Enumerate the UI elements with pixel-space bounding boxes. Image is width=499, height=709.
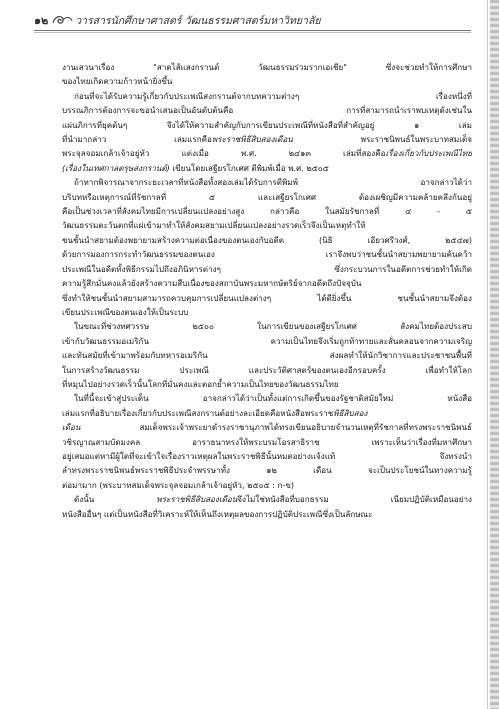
header-divider-thin (34, 32, 471, 33)
page-header (34, 8, 471, 32)
text-line (62, 218, 472, 232)
text-line (62, 161, 472, 175)
italic-title-text: เรื่องเกี่ยวกับประเพณีไทย (385, 148, 472, 159)
italic-title-text: พิธีสิบสอง (333, 407, 368, 418)
text-line (62, 406, 472, 420)
header-divider (34, 30, 471, 31)
text-segment: บริบทหรือเหตุการณ์ที่รัชกาลที่ ๕ และเสฐียรโกเศศ ต้องเผชิญมีความคล้ายคลึงกันอยู่ (62, 191, 472, 202)
text-segment: วัฒนธรรมตะวันตกที่แผ่เข้ามาทำให้สังคมสยามเปลี่ยนแปลงอย่างรวดเร็วจึงเป็นเหตุทำให้ (62, 220, 366, 231)
text-segment: ดังนั้น (74, 494, 157, 505)
text-line (62, 118, 472, 132)
paragraph (62, 391, 472, 492)
text-line (62, 334, 472, 348)
text-segment: ด้วยการมองการกระทำวัฒนธรรมของตนเอง เราจึงพบว่าชนชั้นนำสยามพยายามค้นคว้า (62, 249, 472, 260)
article-body (62, 60, 472, 521)
text-segment: พระจุลจอมเกล้าเจ้าอยู่หัว แต่งเมื่อ พ.ศ. ๒๔๑๓ เล่มที่สองคือ (62, 148, 386, 159)
text-segment: เขียนประเพณีของตนเองให้เป็นระบบ (62, 306, 189, 317)
text-segment: ซึ่งทำให้ชนชั้นนำสยามสามารถควบคุมการเปลี่ยนแปลงต่างๆ ได้ดียิ่งขึ้น ชนชั้นนำสยามจึงต้อง (62, 292, 472, 303)
text-line (62, 262, 472, 276)
text-segment: คือเป็นช่วงเวลาที่สังคมไทยมีการเปลี่ยนแปลงอย่างสูง กล่าวคือ ในสมัยรัชกาลที่ ๔ - ๕ (62, 206, 472, 217)
paragraph (62, 319, 472, 391)
text-line (62, 492, 472, 506)
text-line (62, 507, 472, 521)
text-line (62, 435, 472, 449)
text-line (62, 190, 472, 204)
text-line (62, 463, 472, 477)
text-line (62, 146, 472, 160)
text-segment: เขียนโดยเสฐียรโกเศศ ตีพิมพ์เมื่อ พ.ศ. ๒๕๐๕ (169, 162, 329, 173)
text-segment: วชิรญาณสามบัดมงคล อาราธนาทรงให้พระบรมโอรสาธิราช เพราะเห็นว่าเรื่องที่มหาศึกษา (62, 436, 472, 447)
text-line (62, 276, 472, 290)
text-line (62, 391, 472, 405)
text-segment: งานเสวนาเรื่อง "สาดไส้แสงกรานต์ วัฒนธรรมร่วมรากเอเชีย" ซึ่งจะช่วยทำให้การศึกษา (62, 62, 472, 72)
italic-title-text: พระราชพิธีสิบสองเดือน (156, 494, 238, 505)
italic-title-text: เดือน (62, 422, 81, 433)
decorative-page-edge (490, 0, 499, 709)
text-segment: ที่หมุนไปอย่างรวดเร็วนั้นโลกที่มั่นคงและตอกย้ำความเป็นไทยของวัฒนธรรมไทย (62, 378, 339, 389)
text-segment: เข้ากับวัฒนธรรมอเมริกัน ความเป็นไทยจึงเริ่มถูกท้าทายและสั่นคลอนจากความเจริญ (62, 335, 472, 346)
journal-title: วารสารนักศึกษาศาสตร์ วัฒนธรรมศาสตร์มหาวิทยาลัย (75, 14, 321, 27)
text-segment: ในที่นี้จะเข้าสู่ประเด็น อาจกล่าวได้ว่าเป็นทั้งแต่การเกิดขึ้นของรัฐชาติสมัยใหม่ หนังสือ (74, 393, 472, 404)
text-segment: บรรณภิการต้องการจะขอนำเสนอเป็นอันดับต้นคือ การที่สามารถนำเราพบเหตุดังเช่นใน (62, 105, 472, 116)
text-segment: ลำทรงพระราชนิพนธ์พระราชพิธีประจำพรรษาทั้ง ๑๒ เดือน จะเป็นประโยชน์ในทางความรู้ (62, 465, 472, 476)
text-segment: ในขณะที่ช่วงทศวรรษ ๒๕๐๐ ในการเขียนของเสฐียรโกเศศ สังคมไทยต้องประสบ (74, 321, 472, 332)
text-line (62, 175, 472, 189)
text-line (62, 363, 472, 377)
text-line (62, 60, 472, 74)
text-segment: ประเพณีในอดีตทั้งพิธีกรรมไปถึงอภินิหารต่างๆ ซึ่งกระบวนการในอดีตการช่วยทำให้เกิด (62, 263, 472, 274)
text-segment: แผ่นภิการที่ยุคต้นๆ จึงได้ให้ความสำคัญกับการเขียนประเพณีที่หนังสือที่สำคัญอยู่ ๑ เล่ม (62, 119, 472, 130)
text-line (62, 89, 472, 103)
text-segment: จึงไม่ใช่หนังสือที่บอกธรรม เนียมปฏิบัติเหมือนอย่าง (237, 494, 472, 505)
text-segment: และทันสมัยที่เข้ามาพร้อมกับทหารอเมริกัน ส่งผลทำให้นักวิชาการและประชาชนพื้นที่ (62, 350, 472, 361)
text-line (62, 478, 472, 492)
text-segment: ความรู้สึกมั่นคงแล้วยังสร้างความสืบเนื่องของสถาบันพระมหากษัตริย์จากอดีตถึงปัจจุบัน (62, 278, 362, 289)
text-segment: ของไทยเกิดความก้าวหน้ายิ่งขึ้น (62, 76, 173, 87)
text-segment: ก่อนที่จะได้รับความรู้เกี่ยวกับประเพณีสงกรานต์จากบทความต่างๆ เรื่องหนึ่งที่ (74, 90, 472, 101)
text-segment: อยู่เสมอแต่หามีผู้ใดที่จะเข้าใจเรื่องราวเหตุผลในพระราชพิธีนั้นหมดอย่างแจ้งแท้ จึงทรงนำ (62, 450, 472, 461)
text-line (62, 377, 472, 391)
text-line (62, 247, 472, 261)
text-segment: สมเด็จพระเจ้าพระยาดำรงราชานุภาพได้ทรงเขียนอธิบายจำนวนเหตุที่รัชกาลที่ทรงพระราชนิพนธ์ (80, 422, 472, 433)
text-segment: พระราชนิพนธ์ในพระบาทสมเด็จ (292, 134, 472, 145)
text-line (62, 233, 472, 247)
paragraph (62, 89, 472, 175)
text-line (62, 204, 472, 218)
text-segment: หนังสืออื่นๆ แต่เป็นหนังสือที่วิเคราะห์ให้เห็นถึงเหตุผลของการปฏิบัติประเพณีซึ่งเป็นลักษณะ (62, 508, 373, 519)
text-line (62, 449, 472, 463)
page-number: ๑๒ (34, 14, 49, 27)
text-segment: ที่นำมากล่าว เล่มแรกคือ (62, 134, 212, 145)
text-line (62, 305, 472, 319)
paragraph (62, 175, 472, 319)
text-segment: ถ้าหากพิจารณาจากระยะเวลาที่หนังสือทั้งสองเล่มได้รับการตีพิมพ์ อาจกล่าวได้ว่า (74, 177, 472, 188)
text-line (62, 103, 472, 117)
text-line (62, 74, 472, 88)
text-line (62, 319, 472, 333)
italic-title-text: พระราชพิธีสิบสองเดือน (211, 134, 293, 145)
text-segment: ต่อมามาก (พระบาทสมเด็จพระจุลจอมเกล้าเจ้าอยู่หัว, ๒๕๐๕ : ก-ข) (62, 479, 295, 490)
text-line (62, 291, 472, 305)
swirl-ornament-icon (51, 13, 73, 27)
text-line (62, 348, 472, 362)
italic-title-text: (เรื่องในเทศกาลตรุษสงกรานต์) (62, 162, 170, 173)
text-line (62, 420, 472, 434)
text-segment: เล่มแรกที่อธิบายเรื่องเกี่ยวกับประเพณีสงกรานต์อย่างละเอียดคือหนังสือพระราช (62, 407, 334, 418)
text-segment: ชนชั้นนำสยามต้องพยายามสร้างความต่อเนื่องของตนเองกับอดีต (นิธิ เอียวศรีวงศ์, ๒๕๔๗) (62, 234, 472, 245)
text-line (62, 132, 472, 146)
paragraph (62, 60, 472, 89)
text-segment: ในการสร้างวัฒนธรรม ประเพณี และประวัติศาสตร์ของตนเองอีกรอบครั้ง เพื่อทำให้โลก (62, 364, 472, 375)
paragraph (62, 492, 472, 521)
